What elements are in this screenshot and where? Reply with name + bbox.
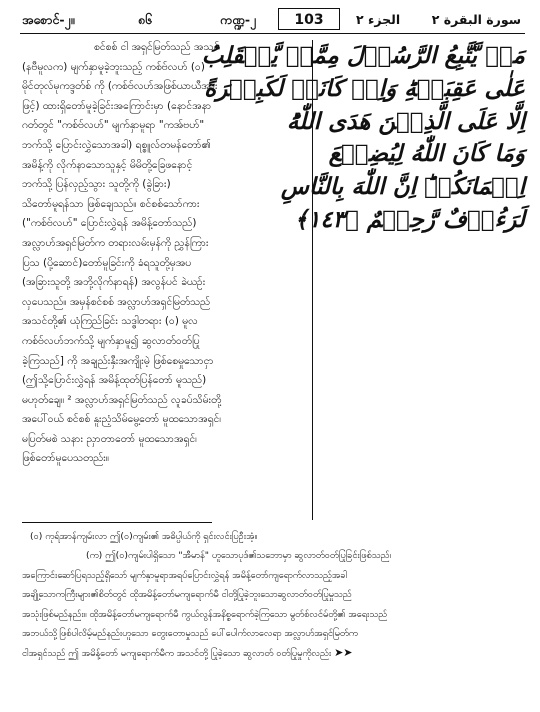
page-number: 103 <box>278 8 340 30</box>
translation-line: ဘက်သို့ ပြောင်းလွှဲသောအခါ) ရစ္စူလ်တမန်တော်၏ <box>22 138 211 151</box>
footnote-line: အကြောင်းဆော်ပြရသည့်ရှိသော် မျက်နှာမူရာအရပ်ပြောင်းလွှဲရန် အမိန့်တော်ကျရောက်လာသည့်အခါ <box>22 569 348 581</box>
translation-line: ပြသ (ပို့ဆောင်)တော်မူခြင်းကို ခံရသူတို့မှအပ <box>22 256 192 269</box>
translation-line: ခဲ့ကြသည်] ကို အချည်းနှီးအကျိုးမဲ့ ဖြစ်စေမှုသောငှာ <box>22 354 214 367</box>
footnote-line: အဘယ်သို့ဖြစ်ပါလိမ့်မည်နည်းဟူသော တွေးတောမှုသည် ပေါ်ပေါက်လာလေရာ အလ္လာဟ်အရှင်မြတ်က <box>22 628 358 640</box>
page-number-myanmar: ၈၆ <box>138 12 153 27</box>
footnote-line: အချို့သောကကြီးများ၏စိတ်တွင် ထိုအမိန့်တော်မကျရောက်မီ ငါတို့ပြုခဲ့ဘူးသောဆွလာတ်ဝတ်ပြုမှုသည် <box>22 589 352 601</box>
translation-line: စင်စစ် ငါ အရှင်မြတ်သည် အသင် <box>94 41 220 53</box>
footnote-line-last <box>22 643 525 663</box>
translation-line: သိတော်မူရန်သာ ဖြစ်ချေသည်။ စင်စစ်သော်ကား <box>22 197 200 210</box>
arabic-line: عَلٰى عَقِبَيۡهِ‌ؕ وَاِنۡ كَانَتۡ لَكَبِيۡرَةً <box>204 74 525 102</box>
translation-line: ဘက်သို့ ပြန်လှည့်သွား သူတို့ကို (ခွဲခြား) <box>22 178 171 191</box>
header-divider <box>20 33 525 34</box>
translation-line: အမိန့်ကို လိုက်နာသောသူနှင့် မိမိတို့ခြေဖနောင့် <box>22 158 193 171</box>
translation-line: အလ္လာဟ်အရှင်မြတ်က တရားလမ်းမှန်ကို ညွှန်ကြား <box>22 236 209 249</box>
translation-line: (အခြားသူတို့ အဘို့လိုက်နာရန်) အလွန်ပင် ခဲယဉ်း <box>22 276 206 289</box>
translation-line: ကစ်ဗ်လဟ်ဘက်သို့ မျက်နှာမူ၍ ဆွလာတ်ဝတ်ပြု <box>22 334 200 347</box>
footnote-text: ငါအရှင်သည် ဤ အမိန့်တော် မကျရောက်မီက အသင်တို့ ပြုခဲ့သော ဆွလာတ် ဝတ်ပြုမှုကိုလည်း <box>22 648 332 660</box>
continue-arrow-icon: ➤➤ <box>334 646 353 660</box>
translation-line: ဂတ်တွင် "ကစ်ဗ်လဟ်" မျက်နှာမူရာ "ကအ်ဗဟ်" <box>22 119 205 132</box>
translation-line: ("ကစ်ဗ်လဟ်" ပြောင်းလွှဲရန် အမိန့်တော်သည်) <box>22 217 197 230</box>
translation-line: (ဤသို့ပြောင်းလွှဲရန် အမိန့်ထုတ်ပြန်တော် မူသည်) <box>22 374 207 387</box>
arabic-line: مَنۡ يَّتَّبِعُ الرَّسُوۡلَ مِمَّنۡ يَّنۡقَلِبُ <box>201 42 525 69</box>
arabic-line: وَمَا كَانَ اللّٰهُ لِيُضِيۡعَ <box>328 140 525 168</box>
translation-line: ဖြစ်တော်မူပေသတည်း။ <box>22 452 110 465</box>
footnote-line: (က) ဤ(ဝ)ကျမ်းပါရှိသော "အီမာန်" ဟူသောပုဒ်၏သဘောမှာ ဆွလာတ်ဝတ်ပြုခြင်းဖြစ်သည်၊ <box>86 550 391 562</box>
footnote-divider <box>22 522 212 523</box>
translation-line: လှပေသည်။ အမှန်စင်စစ် အလ္လာဟ်အရှင်မြတ်သည် <box>22 295 211 308</box>
translation-line: မဟုတ်ချေ။ ² အလ္လာဟ်အရှင်မြတ်သည် လူခပ်သိမ်းတို့ <box>22 393 222 406</box>
translation-line: မိုင်တုလ်မုကဒ္ဒတ်စ် ကို (ကစ်ဗ်လဟ်အဖြစ်ယာယီအား <box>22 80 218 93</box>
translation-line: မပြတ်မစဲ သနား ညှာတာတော် မူထသောအရှင်၊ <box>22 432 197 445</box>
footnotes <box>22 527 525 664</box>
translation-line: (နဗီမူလက) မျက်နှာမူခဲ့ဘူးသည့် ကစ်ဗ်လဟ် (၀) <box>22 60 205 73</box>
juz-label-myanmar: ကဏ္ဍ-၂ <box>220 12 257 27</box>
arabic-verse-text <box>201 40 525 237</box>
arabic-line: لَرَءُوۡفٌ رَّحِيۡمٌ ﴿١٤٣﴾ <box>294 205 525 233</box>
surah-title: سورة البقرة ٢ <box>431 12 521 27</box>
chapter-label: အစောင်-၂။ <box>22 12 75 27</box>
translation-line: ဖြင့်) ထားရှိတော်မူခဲ့ခြင်းအကြောင်းမှာ (နောင်အနာ <box>22 99 212 112</box>
translation-line: အပေါ်ဝယ် စင်စစ် နူးညံ့သိမ်မွေ့တော် မူထသောအရှင်၊ <box>22 413 222 426</box>
footnote-line: အသုံးဖြစ်မည်နည်း။ ထိုအမိန့်တော်မကျရောက်မီ ကွယ်လွန်အနိစ္စရောက်ခဲ့ကြသော မွတ်စ်လင်မ်တို့၏ အရေးသည် <box>22 608 388 620</box>
arabic-line: اِلَّا عَلَى الَّذِيۡنَ هَدَى اللّٰهُ‌ؕ <box>286 107 525 135</box>
footnote-title: (၀) ကုရ်အာန်ကျမ်းလာ ဤ(ဝ)ကျမ်း၏ အဓိပ္ပါယ်ကို ရှင်းလင်းပြဦးအံ့။ <box>30 531 258 542</box>
page-header <box>20 8 525 32</box>
translation-line: အသင်တို့၏ ယုံကြည်ခြင်း သဒ္ဓါတရား (၀) မူလ <box>22 315 198 328</box>
arabic-line: اِيۡمَانَكُمۡ‌ؕ اِنَّ اللّٰهَ بِالنَّاسِ <box>280 173 525 201</box>
juz-label-arabic: الجزء ٢ <box>356 12 401 27</box>
